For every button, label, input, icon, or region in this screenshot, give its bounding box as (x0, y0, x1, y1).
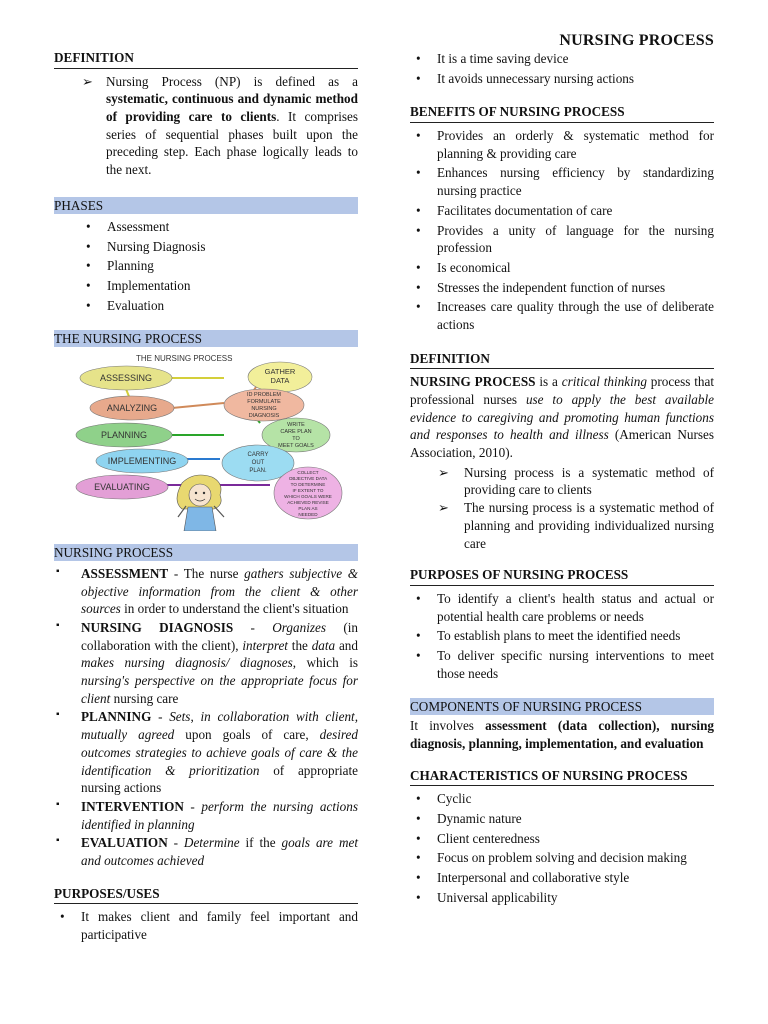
step-text: - (233, 620, 273, 635)
square-bullet-icon: ▪ (56, 620, 60, 631)
characteristics-list (410, 790, 714, 906)
benefit-item: • Facilitates documentation of care (410, 202, 714, 220)
phase-item: • Implementation (80, 277, 358, 295)
nursing-process-diagram-heading: THE NURSING PROCESS (54, 330, 358, 347)
label-diagnosis: DIAGNOSIS (248, 413, 280, 420)
left-column (54, 49, 358, 946)
purposes2-heading: PURPOSES OF NURSING PROCESS (410, 566, 714, 586)
step-italic: nursing's perspective on the appropriate focus for client (81, 673, 358, 706)
label-collect: COLLECT (297, 470, 319, 476)
benefit-item: • Is economical (410, 259, 714, 277)
square-bullet-icon: ▪ (56, 835, 60, 847)
nursing-process-diagram (74, 353, 344, 531)
step-italic: makes nursing diagnosis/ diagnoses (81, 655, 293, 671)
nursing-process-steps (54, 565, 358, 870)
step-text: (in collaboration with the client), (81, 620, 358, 653)
square-bullet-icon: ▪ (56, 798, 60, 810)
label-implementing: IMPLEMENTING (107, 456, 177, 467)
page-title: NURSING PROCESS (559, 32, 714, 49)
label-analyzing: ANALYZING (106, 403, 158, 414)
right-column (410, 50, 714, 909)
step-evaluation (54, 834, 358, 869)
step-italic: Organizes (272, 620, 326, 635)
characteristic-item: • Dynamic nature (410, 810, 714, 828)
def-italic: use to apply the best available evidence to caregiving and promoting human functions and responses to health and illness (410, 392, 715, 443)
components-bold: assessment (data collection), nursing diagnosis, planning, implementation, and evaluation (410, 718, 714, 751)
label-care-plan: CARE PLAN (280, 429, 312, 436)
label-write: WRITE (287, 422, 305, 429)
label-data: DATA (270, 376, 290, 386)
nurse-figure-icon (177, 475, 224, 531)
benefits-heading: BENEFITS OF NURSING PROCESS (410, 103, 714, 123)
label-assessing: ASSESSING (99, 373, 153, 384)
purpose-item: • It avoids unnecessary nursing actions (410, 70, 714, 88)
step-intervention (54, 798, 358, 833)
arrow-text: Nursing process is a systematic method of providing care to clients (464, 464, 714, 498)
purpose-item: • It is a time saving device (410, 50, 714, 68)
definition2-heading: DEFINITION (410, 350, 714, 370)
label-plan: PLAN. (249, 468, 267, 475)
label-out: OUT (251, 460, 265, 467)
purpose-item: • To deliver specific nursing interventions to meet those needs (410, 647, 714, 682)
components-heading: COMPONENTS OF NURSING PROCESS (410, 698, 714, 715)
arrow-text: The nursing process is a systematic method of planning and providing individualized nursing care (464, 500, 714, 551)
phase-item: • Assessment (80, 218, 358, 236)
phase-item: • Planning (80, 257, 358, 275)
characteristic-item: • Universal applicability (410, 889, 714, 907)
definition2-arrow-list (410, 464, 714, 552)
phase-item: • Nursing Diagnosis (80, 238, 358, 256)
phase-item: • Evaluation (80, 297, 358, 315)
benefit-item: • Increases care quality through the use of deliberate actions (410, 298, 714, 333)
benefits-list (410, 127, 714, 334)
purpose-item: • It makes client and family feel important and participative (54, 908, 358, 943)
step-label: PLANNING (81, 709, 152, 725)
step-label: INTERVENTION (81, 798, 184, 814)
definition2-paragraph (410, 373, 714, 461)
label-to-determine: TO DETERMINE (290, 482, 326, 488)
label-id-problem: ID PROBLEM (247, 392, 281, 399)
step-label: NURSING DIAGNOSIS (81, 620, 234, 635)
step-italic: data (311, 637, 336, 653)
benefit-item: • Enhances nursing efficiency by standardizing nursing practice (410, 164, 714, 199)
def-text: process that professional nurses (410, 374, 714, 407)
definition-bold-text: systematic, continuous and dynamic method of providing care to clients (106, 91, 358, 125)
nursing-process-heading: NURSING PROCESS (54, 544, 358, 561)
step-text: and (335, 637, 358, 653)
step-text: - (183, 798, 202, 814)
step-italic: perform the nursing actions identified in planning (81, 798, 358, 832)
step-text: upon goals of care, (174, 727, 320, 743)
label-evaluating: EVALUATING (94, 482, 150, 493)
purpose-item: • To identify a client's health status and actual or potential health care problems or needs (410, 590, 714, 625)
def-text: is a (535, 374, 562, 390)
components-text: It involves (410, 718, 486, 734)
purposes-continued-list (410, 50, 714, 87)
step-text: if the (239, 835, 282, 851)
purposes-uses-heading: PURPOSES/USES (54, 885, 358, 905)
step-italic: Sets (169, 709, 191, 725)
step-label: ASSESSMENT (81, 565, 169, 581)
step-text: - (167, 835, 184, 851)
label-plan-as: PLAN AS (298, 506, 318, 512)
label-nursing: NURSING (251, 406, 277, 413)
label-formulate: FORMULATE (247, 399, 281, 406)
benefit-item: • Provides an orderly & systematic method for planning & providing care (410, 127, 714, 162)
step-text: in order to understand the client's situation (120, 601, 349, 617)
label-gather: GATHER (264, 367, 296, 377)
characteristic-item: • Cyclic (410, 790, 714, 808)
step-text: of appropriate nursing actions (81, 762, 358, 796)
definition-heading: DEFINITION (54, 49, 358, 69)
purposes-uses-list (54, 908, 358, 943)
purposes2-list (410, 590, 714, 682)
step-text: - The nurse (168, 565, 245, 581)
label-carry: CARRY (247, 452, 269, 459)
step-italic: gathers subjective & objective information from the client & other sources (81, 565, 358, 617)
label-meet-goals: MEET GOALS (278, 443, 314, 450)
label-objective-data: OBJECTIVE DATA (288, 476, 328, 482)
purpose-item: • To establish plans to meet the identified needs (410, 627, 714, 645)
characteristic-item: • Focus on problem solving and decision making (410, 849, 714, 867)
definition-text: Nursing Process (NP) is defined as a (106, 73, 358, 89)
step-text: the (287, 637, 312, 653)
benefit-item: • Stresses the independent function of nurses (410, 279, 714, 297)
label-which-goals: WHICH GOALS WERE (284, 494, 332, 500)
definition2-arrow-item (410, 499, 714, 552)
definition-list (54, 73, 358, 179)
characteristic-item: • Interpersonal and collaborative style (410, 869, 714, 887)
step-text: nursing care (110, 690, 179, 706)
def-italic: critical thinking (561, 374, 647, 390)
arrow-bullet-icon: ➢ (82, 73, 94, 89)
step-planning (54, 708, 358, 796)
step-italic: goals are met and outcomes achieved (81, 835, 358, 868)
definition-text-end: . It comprises series of sequential phases built upon the preceding step. Each phase logically leads to the next. (106, 109, 358, 178)
square-bullet-icon: ▪ (56, 565, 60, 577)
label-needed: NEEDED (298, 512, 318, 518)
step-italic: interpret (242, 637, 288, 653)
components-paragraph (410, 717, 714, 752)
definition-item (54, 73, 358, 179)
square-bullet-icon: ▪ (56, 709, 60, 721)
label-to: TO (292, 436, 300, 443)
arrow-bullet-icon: ➢ (438, 500, 450, 516)
arrow-bullet-icon: ➢ (438, 464, 450, 480)
def-bold: NURSING PROCESS (410, 374, 536, 390)
characteristics-heading: CHARACTERISTICS OF NURSING PROCESS (410, 767, 714, 787)
step-nursing-diagnosis (54, 619, 358, 707)
step-label: EVALUATION (81, 835, 168, 851)
label-if-extent: IF EXTENT TO (292, 488, 324, 494)
step-italic: desired outcomes strategies to achieve goals of care & the identification & prioritization (81, 727, 359, 778)
phases-list (80, 218, 358, 314)
step-italic: in collaboration with client, mutually agreed (81, 709, 358, 743)
characteristic-item: • Client centeredness (410, 830, 714, 848)
step-assessment (54, 565, 358, 618)
label-planning: PLANNING (100, 430, 148, 441)
step-italic: Determine (183, 835, 240, 851)
step-text: , (190, 709, 201, 725)
diagram-title: THE NURSING PROCESS (136, 354, 233, 364)
arrow-analyze-id (172, 403, 224, 408)
step-text: , which is (292, 655, 358, 671)
definition2-arrow-item (410, 464, 714, 499)
phases-heading: PHASES (54, 197, 358, 214)
step-text: - (151, 709, 170, 725)
label-achieved: ACHIEVED REVISE (287, 500, 329, 506)
benefit-item: • Provides a unity of language for the nursing profession (410, 222, 714, 257)
def-text: (American Nurses Association, 2010). (410, 427, 715, 461)
